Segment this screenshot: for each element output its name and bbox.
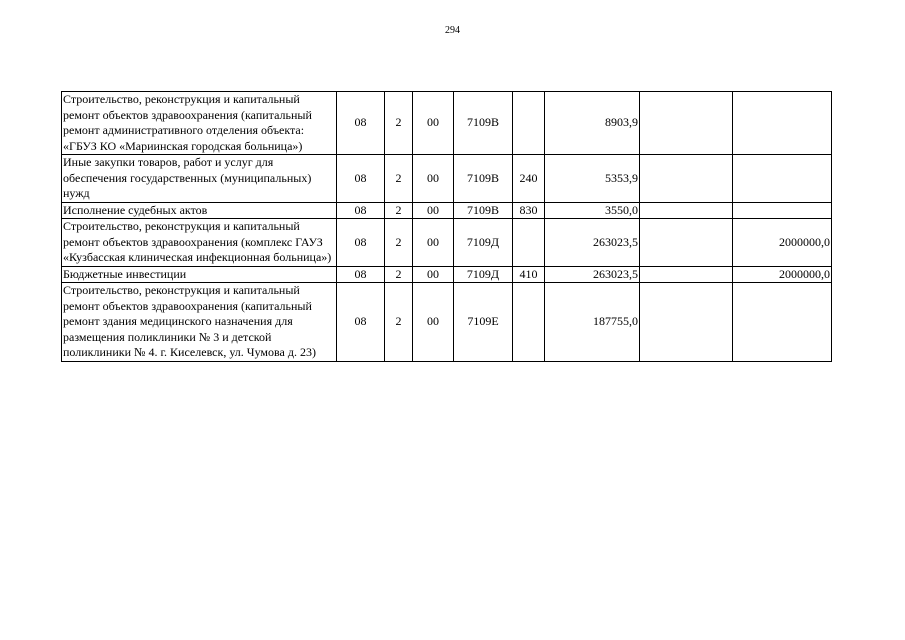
row-name: Бюджетные инвестиции — [62, 266, 337, 283]
table-row — [62, 266, 832, 283]
section-code: 08 — [337, 266, 385, 283]
amount-1: 187755,0 — [545, 283, 640, 362]
subsection-code: 2 — [385, 155, 413, 203]
table-row — [62, 92, 832, 155]
row-name: Строительство, реконструкция и капитальный ремонт объектов здравоохранения (капитальный ремонт здания медицинского назначения для размещения поликлиники № 3 и детской поликлиники № 4. г. Киселевск, ул. Чумова д. 23) — [62, 283, 337, 362]
program-code: 00 — [413, 202, 454, 219]
program-code: 00 — [413, 266, 454, 283]
amount-2 — [640, 155, 733, 203]
section-code: 08 — [337, 219, 385, 267]
table-row — [62, 283, 832, 362]
amount-2 — [640, 219, 733, 267]
row-name: Строительство, реконструкция и капитальный ремонт объектов здравоохранения (капитальный ремонт административного отделения объекта: «ГБУЗ КО «Мариинская городская больница») — [62, 92, 337, 155]
amount-3 — [733, 283, 832, 362]
amount-1: 8903,9 — [545, 92, 640, 155]
row-name: Исполнение судебных актов — [62, 202, 337, 219]
program-code: 00 — [413, 155, 454, 203]
target-code: 7109В — [454, 202, 513, 219]
expense-type-code — [513, 283, 545, 362]
amount-3 — [733, 202, 832, 219]
amount-3 — [733, 155, 832, 203]
section-code: 08 — [337, 283, 385, 362]
table-row — [62, 155, 832, 203]
row-name: Иные закупки товаров, работ и услуг для обеспечения государственных (муниципальных) нужд — [62, 155, 337, 203]
expense-type-code: 240 — [513, 155, 545, 203]
subsection-code: 2 — [385, 283, 413, 362]
target-code: 7109В — [454, 92, 513, 155]
amount-1: 5353,9 — [545, 155, 640, 203]
amount-1: 263023,5 — [545, 219, 640, 267]
expense-type-code — [513, 92, 545, 155]
subsection-code: 2 — [385, 92, 413, 155]
program-code: 00 — [413, 219, 454, 267]
table-row — [62, 202, 832, 219]
amount-2 — [640, 283, 733, 362]
section-code: 08 — [337, 155, 385, 203]
subsection-code: 2 — [385, 202, 413, 219]
expense-type-code — [513, 219, 545, 267]
target-code: 7109В — [454, 155, 513, 203]
amount-3 — [733, 92, 832, 155]
amount-2 — [640, 202, 733, 219]
budget-table — [61, 91, 832, 362]
amount-2 — [640, 266, 733, 283]
expense-type-code: 830 — [513, 202, 545, 219]
expense-type-code: 410 — [513, 266, 545, 283]
amount-3: 2000000,0 — [733, 266, 832, 283]
section-code: 08 — [337, 92, 385, 155]
target-code: 7109Д — [454, 266, 513, 283]
amount-2 — [640, 92, 733, 155]
page-number: 294 — [445, 25, 460, 36]
target-code: 7109Д — [454, 219, 513, 267]
table-row — [62, 219, 832, 267]
target-code: 7109Е — [454, 283, 513, 362]
amount-1: 3550,0 — [545, 202, 640, 219]
subsection-code: 2 — [385, 266, 413, 283]
program-code: 00 — [413, 92, 454, 155]
subsection-code: 2 — [385, 219, 413, 267]
amount-1: 263023,5 — [545, 266, 640, 283]
program-code: 00 — [413, 283, 454, 362]
section-code: 08 — [337, 202, 385, 219]
amount-3: 2000000,0 — [733, 219, 832, 267]
row-name: Строительство, реконструкция и капитальный ремонт объектов здравоохранения (комплекс ГАУЗ «Кузбасская клиническая инфекционная больница») — [62, 219, 337, 267]
